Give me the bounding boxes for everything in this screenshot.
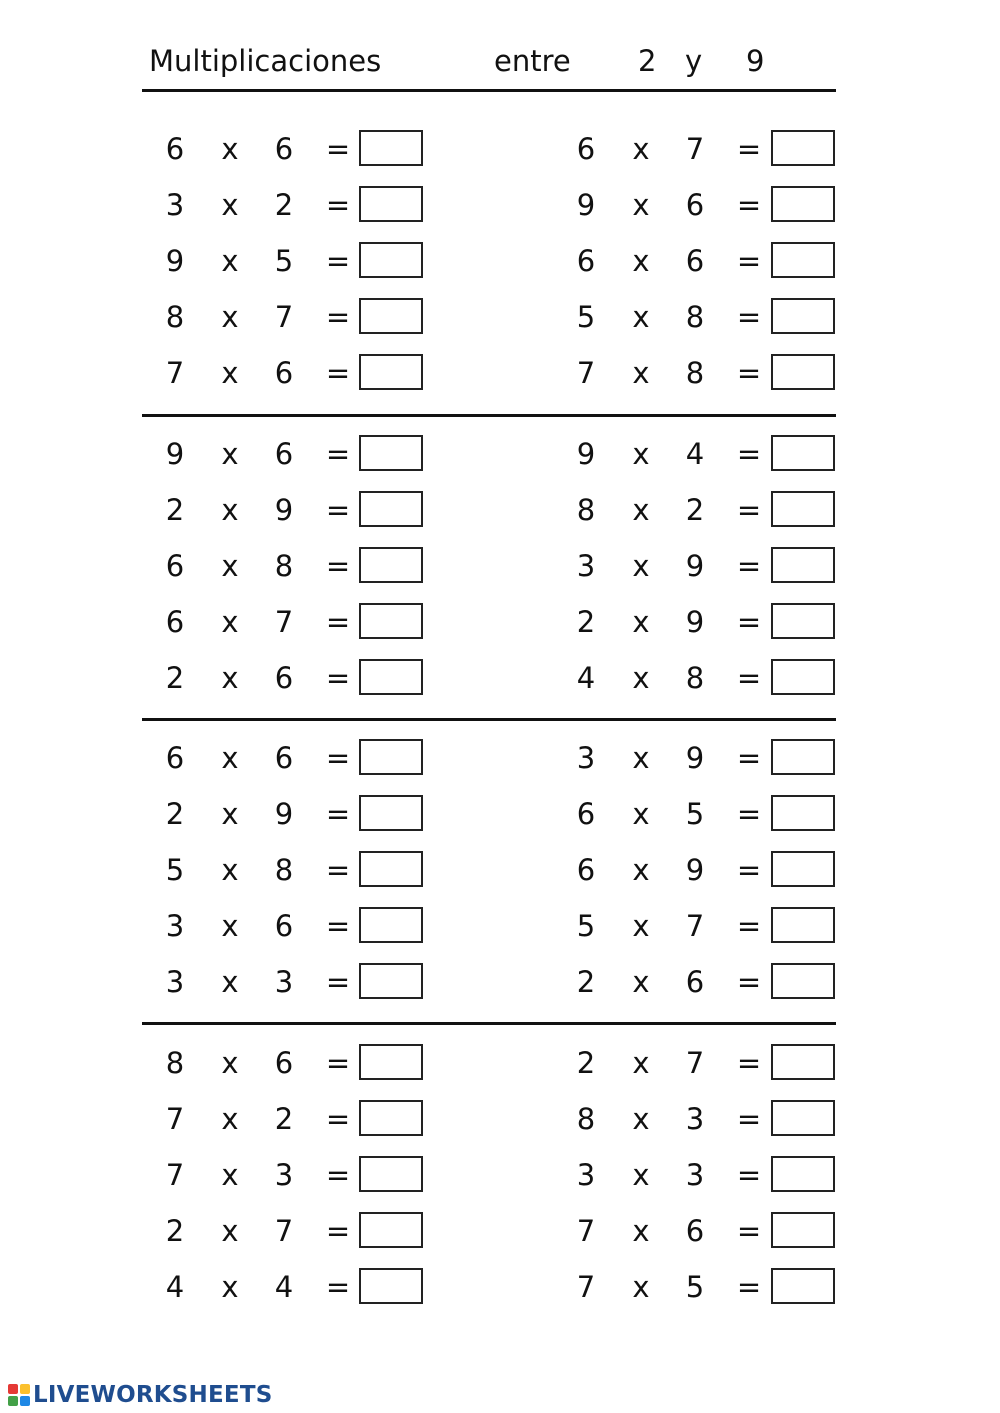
factor-a: 4 <box>576 661 596 695</box>
times-sign: x <box>221 661 239 695</box>
factor-a: 9 <box>576 188 596 222</box>
factor-a: 2 <box>165 661 185 695</box>
equals-sign: = <box>736 1214 762 1248</box>
equals-sign: = <box>736 741 762 775</box>
equals-sign: = <box>736 1158 762 1192</box>
factor-a: 3 <box>165 188 185 222</box>
answer-input[interactable] <box>771 491 835 527</box>
exercise-row <box>0 1043 1000 1083</box>
logo-square-red <box>8 1384 18 1394</box>
times-sign: x <box>632 909 650 943</box>
title-number-start: 2 <box>638 44 657 78</box>
factor-a: 9 <box>165 244 185 278</box>
answer-input[interactable] <box>771 1268 835 1304</box>
exercise-row <box>0 129 1000 169</box>
times-sign: x <box>221 300 239 334</box>
exercise-row <box>0 738 1000 778</box>
equals-sign: = <box>325 549 351 583</box>
exercise-row <box>0 1155 1000 1195</box>
exercise-row <box>0 1267 1000 1307</box>
times-sign: x <box>632 1158 650 1192</box>
answer-input[interactable] <box>771 354 835 390</box>
times-sign: x <box>632 493 650 527</box>
exercise-row <box>0 794 1000 834</box>
factor-a: 3 <box>165 965 185 999</box>
equals-sign: = <box>736 132 762 166</box>
factor-b: 4 <box>685 437 705 471</box>
answer-input[interactable] <box>771 130 835 166</box>
factor-b: 9 <box>685 853 705 887</box>
times-sign: x <box>632 244 650 278</box>
factor-b: 2 <box>685 493 705 527</box>
equals-sign: = <box>325 1270 351 1304</box>
exercise-row <box>0 1099 1000 1139</box>
equals-sign: = <box>736 493 762 527</box>
equals-sign: = <box>325 1046 351 1080</box>
factor-a: 3 <box>165 909 185 943</box>
times-sign: x <box>221 1270 239 1304</box>
exercise-row <box>0 297 1000 337</box>
factor-b: 3 <box>685 1102 705 1136</box>
exercise-row <box>0 241 1000 281</box>
factor-b: 2 <box>274 188 294 222</box>
factor-b: 2 <box>274 1102 294 1136</box>
factor-b: 7 <box>274 1214 294 1248</box>
logo-text: LIVEWORKSHEETS <box>33 1382 273 1408</box>
factor-a: 7 <box>576 1214 596 1248</box>
factor-a: 5 <box>576 909 596 943</box>
times-sign: x <box>632 797 650 831</box>
factor-a: 8 <box>576 493 596 527</box>
answer-input[interactable] <box>771 186 835 222</box>
equals-sign: = <box>736 356 762 390</box>
factor-b: 7 <box>685 132 705 166</box>
answer-input[interactable] <box>771 298 835 334</box>
times-sign: x <box>632 741 650 775</box>
factor-b: 9 <box>274 797 294 831</box>
answer-input[interactable] <box>771 795 835 831</box>
factor-a: 9 <box>165 437 185 471</box>
times-sign: x <box>632 1270 650 1304</box>
times-sign: x <box>632 188 650 222</box>
times-sign: x <box>221 549 239 583</box>
factor-b: 3 <box>274 1158 294 1192</box>
factor-a: 8 <box>165 300 185 334</box>
answer-input[interactable] <box>771 1044 835 1080</box>
factor-a: 6 <box>576 244 596 278</box>
times-sign: x <box>632 356 650 390</box>
factor-b: 7 <box>274 300 294 334</box>
factor-a: 7 <box>165 356 185 390</box>
factor-b: 9 <box>685 741 705 775</box>
answer-input[interactable] <box>771 851 835 887</box>
factor-a: 8 <box>165 1046 185 1080</box>
equals-sign: = <box>325 1214 351 1248</box>
exercise-row <box>0 850 1000 890</box>
factor-b: 3 <box>274 965 294 999</box>
title-word-y: y <box>685 44 703 78</box>
times-sign: x <box>632 300 650 334</box>
times-sign: x <box>632 853 650 887</box>
exercise-row <box>0 434 1000 474</box>
factor-a: 7 <box>165 1102 185 1136</box>
factor-a: 2 <box>165 493 185 527</box>
answer-input[interactable] <box>771 242 835 278</box>
times-sign: x <box>221 1214 239 1248</box>
answer-input[interactable] <box>771 739 835 775</box>
factor-b: 9 <box>685 605 705 639</box>
times-sign: x <box>221 605 239 639</box>
exercise-row <box>0 658 1000 698</box>
factor-a: 6 <box>165 741 185 775</box>
liveworksheets-logo <box>8 1382 272 1408</box>
times-sign: x <box>221 965 239 999</box>
factor-b: 7 <box>685 909 705 943</box>
factor-a: 7 <box>165 1158 185 1192</box>
equals-sign: = <box>325 853 351 887</box>
worksheet-title <box>0 44 1000 84</box>
factor-b: 8 <box>685 300 705 334</box>
factor-a: 7 <box>576 356 596 390</box>
logo-square-blue <box>20 1396 30 1406</box>
factor-b: 3 <box>685 1158 705 1192</box>
times-sign: x <box>221 1046 239 1080</box>
factor-a: 4 <box>165 1270 185 1304</box>
times-sign: x <box>632 1046 650 1080</box>
title-word-entre: entre <box>494 44 571 78</box>
times-sign: x <box>221 797 239 831</box>
times-sign: x <box>632 1214 650 1248</box>
factor-a: 5 <box>576 300 596 334</box>
factor-b: 7 <box>274 605 294 639</box>
factor-b: 6 <box>274 1046 294 1080</box>
factor-a: 6 <box>576 853 596 887</box>
factor-a: 6 <box>165 549 185 583</box>
times-sign: x <box>221 356 239 390</box>
equals-sign: = <box>325 741 351 775</box>
equals-sign: = <box>736 909 762 943</box>
times-sign: x <box>632 965 650 999</box>
equals-sign: = <box>325 661 351 695</box>
equals-sign: = <box>325 493 351 527</box>
section-divider <box>142 718 836 721</box>
equals-sign: = <box>736 549 762 583</box>
exercise-row <box>0 546 1000 586</box>
times-sign: x <box>221 909 239 943</box>
factor-a: 3 <box>576 741 596 775</box>
factor-b: 5 <box>274 244 294 278</box>
factor-a: 7 <box>576 1270 596 1304</box>
factor-b: 8 <box>685 356 705 390</box>
logo-square-green <box>8 1396 18 1406</box>
times-sign: x <box>221 1102 239 1136</box>
factor-b: 8 <box>685 661 705 695</box>
equals-sign: = <box>325 797 351 831</box>
times-sign: x <box>632 1102 650 1136</box>
answer-input[interactable] <box>771 1212 835 1248</box>
equals-sign: = <box>736 244 762 278</box>
equals-sign: = <box>325 244 351 278</box>
equals-sign: = <box>736 605 762 639</box>
factor-b: 6 <box>274 909 294 943</box>
title-word-multiplicaciones: Multiplicaciones <box>149 44 382 78</box>
equals-sign: = <box>736 300 762 334</box>
factor-b: 6 <box>685 965 705 999</box>
factor-b: 5 <box>685 1270 705 1304</box>
factor-b: 5 <box>685 797 705 831</box>
factor-b: 6 <box>274 661 294 695</box>
exercise-row <box>0 1211 1000 1251</box>
factor-a: 9 <box>576 437 596 471</box>
factor-a: 6 <box>576 132 596 166</box>
answer-input[interactable] <box>771 907 835 943</box>
equals-sign: = <box>736 661 762 695</box>
exercise-row <box>0 962 1000 1002</box>
factor-b: 6 <box>685 244 705 278</box>
factor-b: 6 <box>685 1214 705 1248</box>
factor-a: 2 <box>165 1214 185 1248</box>
times-sign: x <box>221 437 239 471</box>
equals-sign: = <box>736 965 762 999</box>
factor-a: 2 <box>576 965 596 999</box>
factor-b: 8 <box>274 853 294 887</box>
times-sign: x <box>632 132 650 166</box>
equals-sign: = <box>325 188 351 222</box>
section-divider <box>142 1022 836 1025</box>
factor-a: 8 <box>576 1102 596 1136</box>
factor-b: 9 <box>685 549 705 583</box>
equals-sign: = <box>325 1102 351 1136</box>
answer-input[interactable] <box>771 1100 835 1136</box>
title-underline <box>142 89 836 92</box>
equals-sign: = <box>325 965 351 999</box>
times-sign: x <box>221 741 239 775</box>
times-sign: x <box>221 132 239 166</box>
times-sign: x <box>221 493 239 527</box>
equals-sign: = <box>325 437 351 471</box>
equals-sign: = <box>736 188 762 222</box>
factor-b: 6 <box>274 741 294 775</box>
factor-a: 2 <box>576 605 596 639</box>
logo-square-yellow <box>20 1384 30 1394</box>
equals-sign: = <box>736 437 762 471</box>
title-number-end: 9 <box>746 44 765 78</box>
factor-a: 3 <box>576 1158 596 1192</box>
answer-input[interactable] <box>771 435 835 471</box>
equals-sign: = <box>325 909 351 943</box>
factor-b: 4 <box>274 1270 294 1304</box>
equals-sign: = <box>736 1102 762 1136</box>
liveworksheets-logo-icon <box>8 1384 30 1406</box>
times-sign: x <box>632 661 650 695</box>
factor-a: 2 <box>165 797 185 831</box>
times-sign: x <box>221 244 239 278</box>
times-sign: x <box>221 853 239 887</box>
equals-sign: = <box>325 300 351 334</box>
equals-sign: = <box>325 132 351 166</box>
exercise-row <box>0 353 1000 393</box>
exercise-row <box>0 906 1000 946</box>
equals-sign: = <box>736 1046 762 1080</box>
answer-input[interactable] <box>771 547 835 583</box>
answer-input[interactable] <box>771 659 835 695</box>
equals-sign: = <box>325 1158 351 1192</box>
equals-sign: = <box>736 853 762 887</box>
times-sign: x <box>632 549 650 583</box>
factor-b: 9 <box>274 493 294 527</box>
exercise-row <box>0 602 1000 642</box>
exercise-row <box>0 185 1000 225</box>
exercise-row <box>0 490 1000 530</box>
answer-input[interactable] <box>771 963 835 999</box>
factor-a: 6 <box>576 797 596 831</box>
factor-a: 2 <box>576 1046 596 1080</box>
factor-a: 6 <box>165 605 185 639</box>
equals-sign: = <box>325 356 351 390</box>
factor-b: 6 <box>274 356 294 390</box>
factor-b: 6 <box>274 132 294 166</box>
times-sign: x <box>632 437 650 471</box>
equals-sign: = <box>325 605 351 639</box>
factor-a: 3 <box>576 549 596 583</box>
answer-input[interactable] <box>771 603 835 639</box>
factor-b: 6 <box>685 188 705 222</box>
answer-input[interactable] <box>771 1156 835 1192</box>
factor-b: 6 <box>274 437 294 471</box>
equals-sign: = <box>736 1270 762 1304</box>
factor-b: 7 <box>685 1046 705 1080</box>
section-divider <box>142 414 836 417</box>
factor-a: 5 <box>165 853 185 887</box>
times-sign: x <box>221 188 239 222</box>
factor-b: 8 <box>274 549 294 583</box>
times-sign: x <box>221 1158 239 1192</box>
times-sign: x <box>632 605 650 639</box>
factor-a: 6 <box>165 132 185 166</box>
equals-sign: = <box>736 797 762 831</box>
